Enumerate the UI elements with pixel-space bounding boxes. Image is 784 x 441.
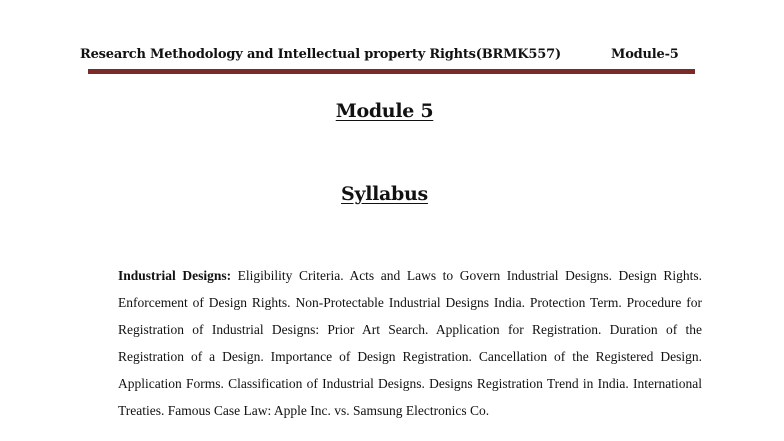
section-heading: Syllabus [341, 183, 428, 205]
header-module-label: Module-5 [611, 47, 679, 62]
syllabus-paragraph [118, 262, 702, 424]
header-course-title: Research Methodology and Intellectual property Rights(BRMK557) [80, 47, 561, 62]
page-title: Module 5 [335, 100, 434, 122]
syllabus-topic-label: Industrial Designs: [118, 268, 232, 283]
header-divider [88, 69, 695, 74]
syllabus-topic-text: Eligibility Criteria. Acts and Laws to Govern Industrial Designs. Design Rights. Enforcement of Design Rights. Non-Protectable Industrial Designs India. Protection Term. Procedure for Registration of Industrial Designs: Prior Art Search. Application for Registration. Duration of the Registration of a Design. Importance of Design Registration. Cancellation of the Registered Design. Application Forms. Classification of Industrial Designs. Designs Registration Trend in India. International Treaties. Famous Case Law: Apple Inc. vs. Samsung Electronics Co. [118, 268, 702, 418]
